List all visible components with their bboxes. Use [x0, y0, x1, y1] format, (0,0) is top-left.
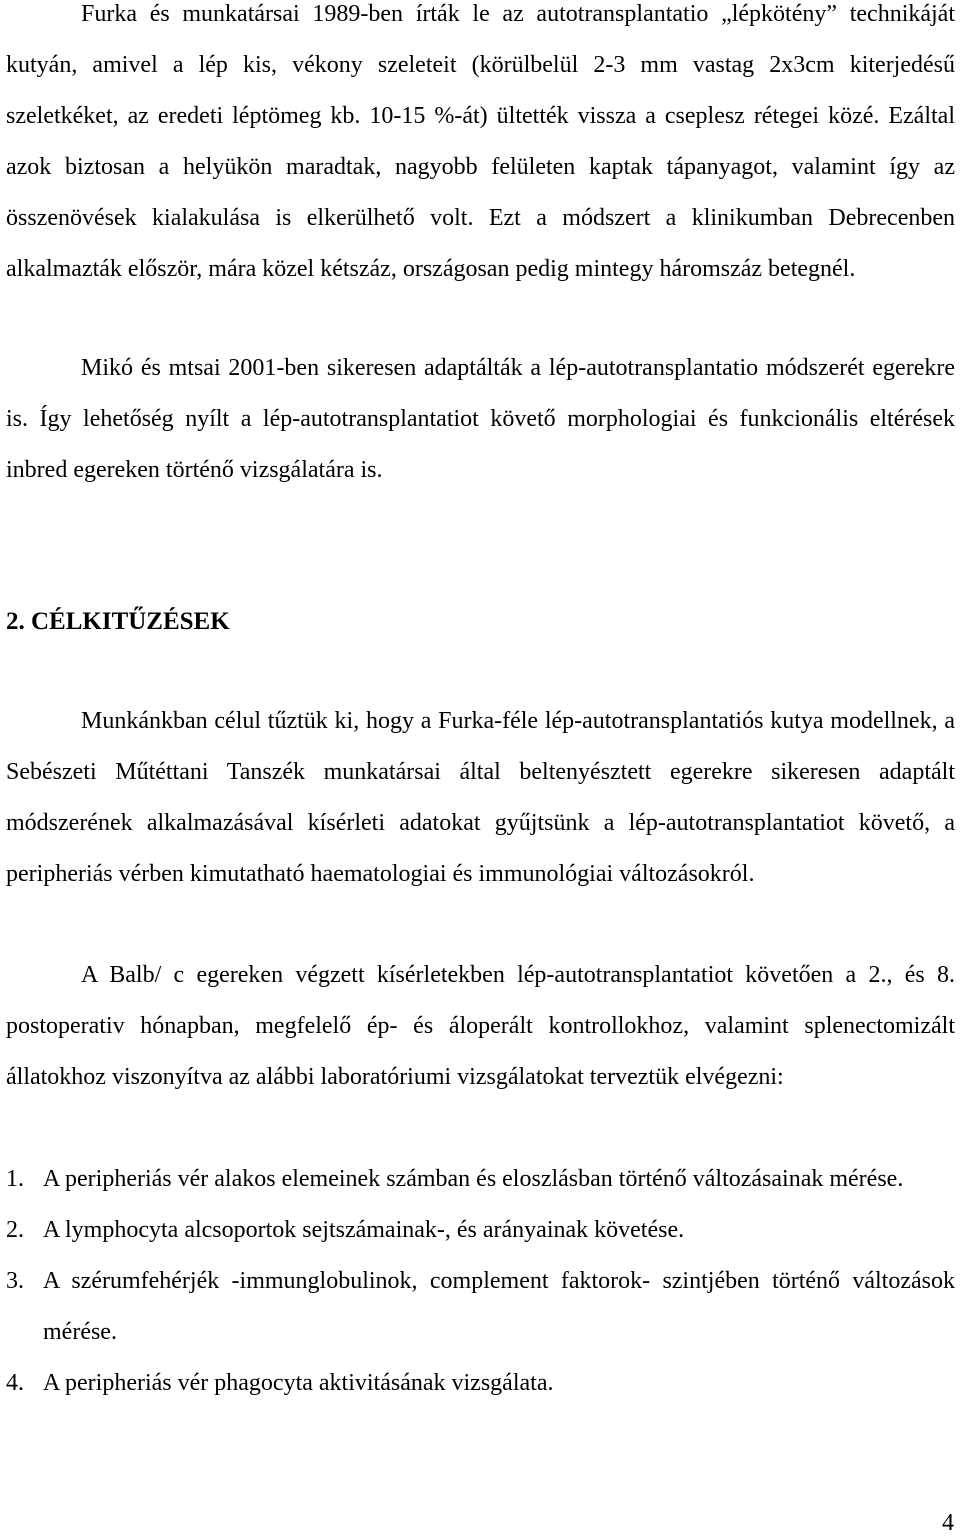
list-item-text: A peripheriás vér phagocyta aktivitásának vizsgálata. [43, 1370, 554, 1396]
list-item [6, 1256, 955, 1358]
paragraph-intro: Furka és munkatársai 1989-ben írták le az autotransplantatio „lépkötény” technikáját kutyán, amivel a lép kis, vékony szeleteit (körülbelül 2-3 mm vastag 2x3cm kiterjedésű szeletkéket, az eredeti léptömeg kb. 10-15 %-át) ültették vissza a cseplesz rétegei közé. Ezáltal azok biztosan a helyükön maradtak, nagyobb felületen kaptak tápanyagot, valamint így az összenövések kialakulása is elkerülhető volt. Ezt a módszert a klinikumban Debrecenben alkalmazták először, mára közel kétszáz, országosan pedig mintegy háromszáz betegnél. [6, 1, 955, 282]
list-item-text: A szérumfehérjék -immunglobulinok, complement faktorok- szintjében történő változások mérése. [43, 1268, 955, 1345]
section-heading: 2. CÉLKITŰZÉSEK [6, 608, 230, 635]
list-item [6, 1154, 955, 1205]
list-item-text: A lymphocyta alcsoportok sejtszámainak-, és arányainak követése. [43, 1217, 685, 1243]
list-item-number: 3. [6, 1268, 24, 1294]
paragraph-goal: Munkánkban célul tűztük ki, hogy a Furka-féle lép-autotransplantatiós kutya modellnek, a Sebészeti Műtéttani Tanszék munkatársai által beltenyésztett egerekre sikeresen adaptált módszerének alkalmazásával kísérleti adatokat gyűjtsünk a lép-autotransplantatiot követő, a peripheriás vérben kimutatható haematologiai és immunológiai változásokról. [6, 708, 955, 887]
page-number: 4 [942, 1510, 954, 1536]
list-item-text: A peripheriás vér alakos elemeinek számban és eloszlásban történő változásainak mérése. [43, 1166, 904, 1192]
objectives-list [6, 1154, 955, 1409]
list-item-number: 1. [6, 1166, 24, 1192]
paragraph-balb: A Balb/ c egereken végzett kísérletekben lép-autotransplantatiot követően a 2., és 8. postoperativ hónapban, megfelelő ép- és áloperált kontrollokhoz, valamint splenectomizált állatokhoz viszonyítva az alábbi laboratóriumi vizsgálatokat terveztük elvégezni: [6, 962, 955, 1090]
list-item-number: 4. [6, 1370, 24, 1396]
list-item [6, 1358, 955, 1409]
paragraph-miko: Mikó és mtsai 2001-ben sikeresen adaptálták a lép-autotransplantatio módszerét egerekre is. Így lehetőség nyílt a lép-autotransplantatiot követő morphologiai és funkcionális eltérések inbred egereken történő vizsgálatára is. [6, 355, 955, 483]
list-item-number: 2. [6, 1217, 24, 1243]
list-item [6, 1205, 955, 1256]
